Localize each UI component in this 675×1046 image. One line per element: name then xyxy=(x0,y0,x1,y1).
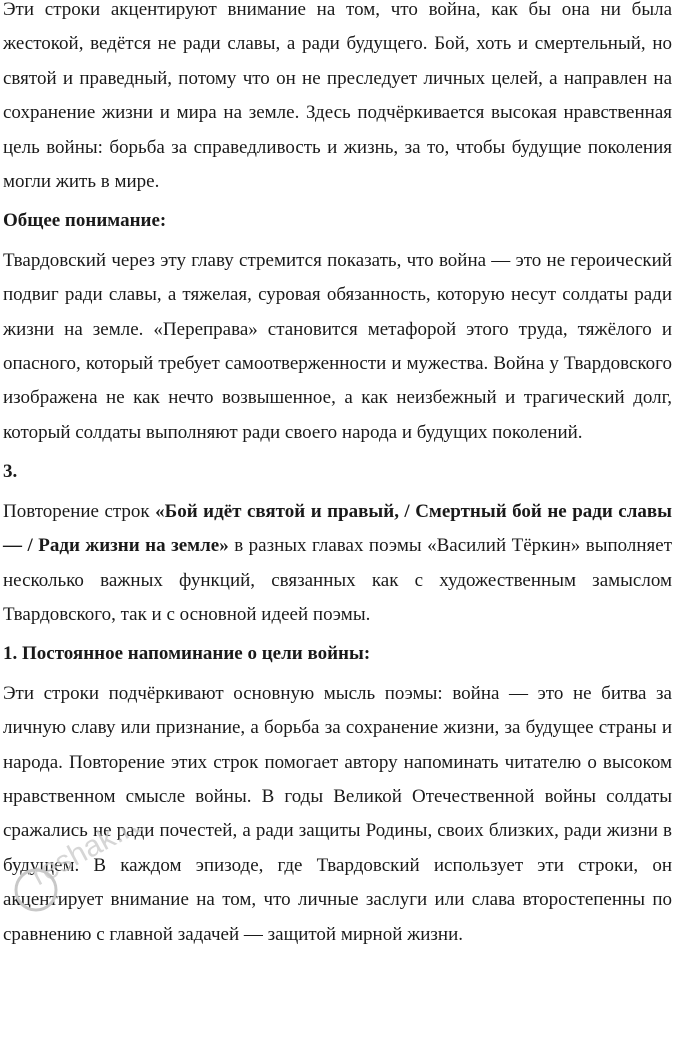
paragraph-repetition xyxy=(3,495,672,633)
paragraph-intro: Эти строки акцентируют внимание на том, что война, как бы она ни была жестокой, ведётся не ради славы, а ради будущего. Бой, хоть и смертельный, но святой и праведный, потому что он не преследует личных целей, а направлен на сохранение жизни и мира на земле. Здесь подчёркивается высокая нравственная цель войны: борьба за справедливость и жизнь, за то, чтобы будущие поколения могли жить в мире. xyxy=(3,0,672,193)
quoted-lines: «Бой идёт святой и правый, / Смертный бой не ради славы — / Ради жизни на земле» xyxy=(3,500,672,557)
heading-number-3: 3. xyxy=(3,461,18,483)
paragraph-repetition-prefix: Повторение строк xyxy=(3,500,156,522)
paragraph-repetition-suffix: в разных главах поэмы «Василий Тёркин» выполняет несколько важных функций, связанных как с художественным замыслом Твардовского, так и с основной идеей поэмы. xyxy=(3,535,672,625)
watermark-text: reshak.ru xyxy=(25,828,152,893)
heading-general-understanding: Общее понимание: xyxy=(3,210,167,232)
paragraph-general-understanding: Твардовский через эту главу стремится показать, что война — это не героический подвиг ради славы, а тяжелая, суровая обязанность, которую несут солдаты ради жизни на земле. «Переправа» становится метафорой этого труда, тяжёлого и опасного, который требует самоотверженности и мужества. Война у Твардовского изображена не как нечто возвышенное, а как неизбежный и трагический долг, который солдаты выполняют ради своего народа и будущих поколений. xyxy=(3,249,672,443)
paragraph-purpose-of-war: Эти строки подчёркивают основную мысль поэмы: война — это не битва за личную славу или признание, а борьба за сохранение жизни, за будущее страны и народа. Повторение этих строк помогает автору напоминать читателю о высоком нравственном смысле войны. В годы Великой Отечественной войны солдаты сражались не ради почестей, а ради защиты Родины, своих близких, ради жизни в будущем. В каждом эпизоде, где Твардовский использует эти строки, он акцентирует внимание на том, что личные заслуги или слава второстепенны по сравнению с главной задачей — защитой мирной жизни. xyxy=(3,682,672,945)
heading-section-1: 1. Постоянное напоминание о цели войны: xyxy=(3,643,371,665)
